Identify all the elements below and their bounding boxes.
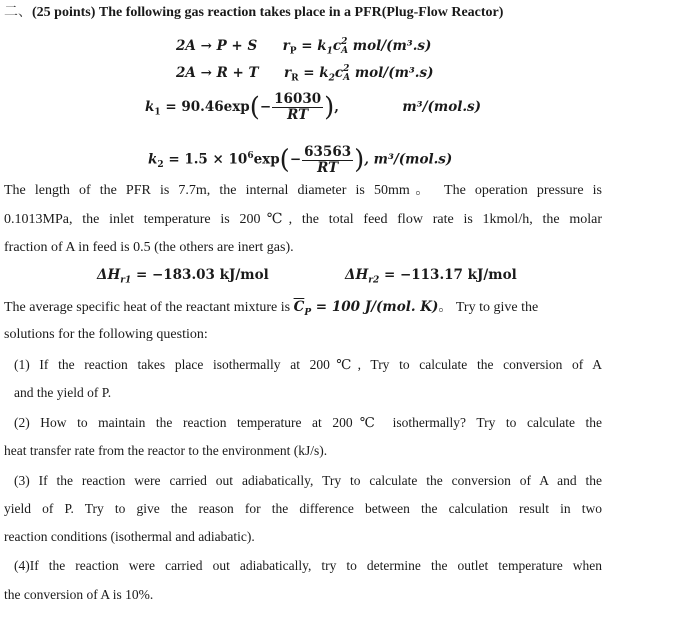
- reaction-1-units: mol/(m³.s): [348, 38, 432, 54]
- question-2-line-2: heat transfer rate from the reactor to the environment (kJ/s).: [4, 443, 328, 458]
- k1-denominator: RT: [287, 107, 309, 123]
- k1-prefix: = 90.46exp: [160, 99, 250, 115]
- reaction-2-conc-sub: A: [343, 72, 351, 83]
- reaction-1: [176, 37, 431, 61]
- enthalpy-1: [97, 266, 269, 290]
- k2-prefix-a: = 1.5 × 10: [163, 151, 248, 168]
- k1-equation: $k_1 = 90.46\exp(-$ $\frac{16030}{RT}$ ), m³/(mol.s): [145, 91, 482, 123]
- k2-fraction: [302, 145, 353, 176]
- reaction-1-conc-sup: 2: [341, 36, 348, 47]
- k2-numerator: 63563: [304, 143, 352, 160]
- k2-equation: $k_2 = 1.5 \times 10^6\exp(-$ $\frac{63563}{RT}$ ), m³/(mol.s): [148, 143, 453, 176]
- enthalpy-2: [345, 266, 517, 290]
- reaction-2-rate-sub: R: [291, 73, 299, 84]
- question-2-line-1: (2) How to maintain the reaction temperature at 200℃ isothermally? Try to calculate the: [14, 415, 602, 430]
- enthalpy-1-symbol: ΔH: [97, 267, 121, 283]
- k1-sign: −: [259, 99, 272, 115]
- question-4-line-1: (4)If the reaction were carried out adiabatically, try to determine the outlet temperature when: [14, 558, 602, 573]
- k2-sign: −: [289, 151, 302, 168]
- cp-value: = 100 J/(mol. K): [311, 299, 439, 315]
- paragraph-2-line-2: solutions for the following question:: [4, 327, 208, 342]
- reaction-1-rate-symbol: r: [282, 38, 290, 54]
- paragraph-2-pre: The average specific heat of the reactant mixture is: [4, 300, 294, 315]
- reaction-2-rate-symbol: r: [283, 65, 292, 81]
- k2-denominator: RT: [317, 159, 339, 176]
- reaction-1-k-sub: 1: [326, 46, 333, 57]
- k1-numerator: 16030: [274, 91, 322, 107]
- question-3-line-2: yield of P. Try to give the reason for the difference between the calculation result in two: [4, 501, 602, 516]
- k1-units: m³/(mol.s): [402, 99, 482, 115]
- reaction-1-conc: c: [332, 38, 342, 54]
- reaction-2-conc: c: [334, 65, 344, 81]
- problem-title: [4, 4, 503, 22]
- cp-sub: P: [304, 307, 312, 318]
- k2-exponent: 6: [247, 151, 254, 161]
- reaction-2-conc-sup: 2: [343, 63, 350, 74]
- enthalpy-2-symbol: ΔH: [345, 267, 369, 283]
- enthalpy-2-sub: r2: [368, 275, 380, 286]
- reaction-1-rate-eq: = k: [296, 38, 327, 54]
- enthalpy-1-value: = −183.03 kJ/mol: [131, 267, 269, 283]
- section-marker: 二、: [4, 5, 32, 20]
- paragraph-1-line-1: The length of the PFR is 7.7m, the internal diameter is 50mm。 The operation pressure is: [4, 183, 602, 198]
- paragraph-1-line-3: fraction of A in feed is 0.5 (the others are inert gas).: [4, 240, 294, 255]
- k1-sub: 1: [154, 107, 161, 118]
- question-3-line-3: reaction conditions (isothermal and adiabatic).: [4, 529, 255, 544]
- question-1-line-2: and the yield of P.: [14, 385, 112, 400]
- paragraph-1-line-2: 0.1013MPa, the inlet temperature is 200℃, the total feed flow rate is 1kmol/h, the molar: [4, 212, 602, 227]
- enthalpy-2-value: = −113.17 kJ/mol: [379, 267, 517, 283]
- reaction-1-conc-sub: A: [341, 45, 349, 56]
- title-text: (25 points) The following gas reaction takes place in a PFR(Plug-Flow Reactor): [32, 5, 504, 20]
- k2-sub: 2: [157, 160, 164, 171]
- reaction-2-units: mol/(m³.s): [350, 65, 434, 81]
- question-3-line-1: (3) If the reaction were carried out adiabatically, Try to calculate the conversion of A and the: [14, 473, 602, 488]
- enthalpy-1-sub: r1: [120, 275, 132, 286]
- paragraph-2-line-1: [4, 298, 538, 322]
- k1-symbol: k: [145, 99, 155, 115]
- reaction-2-equation: 2A → R + T: [176, 65, 259, 81]
- paragraph-2-post: 。 Try to give the: [438, 300, 539, 315]
- cp-symbol: $\overline{C}$: [293, 299, 305, 315]
- k2-symbol: k: [148, 151, 158, 168]
- k2-prefix-b: exp: [253, 151, 280, 168]
- reaction-2-k-sub: 2: [328, 73, 335, 84]
- question-1-line-1: (1) If the reaction takes place isothermally at 200℃, Try to calculate the conversion of A: [14, 357, 602, 372]
- reaction-2: [176, 64, 433, 88]
- reaction-1-rate-sub: P: [289, 46, 297, 57]
- k1-fraction: [272, 92, 323, 123]
- reaction-1-equation: 2A → P + S: [176, 38, 258, 54]
- k2-units: , m³/(mol.s): [364, 151, 453, 168]
- reaction-2-rate-eq: = k: [298, 65, 329, 81]
- question-4-line-2: the conversion of A is 10%.: [4, 587, 154, 602]
